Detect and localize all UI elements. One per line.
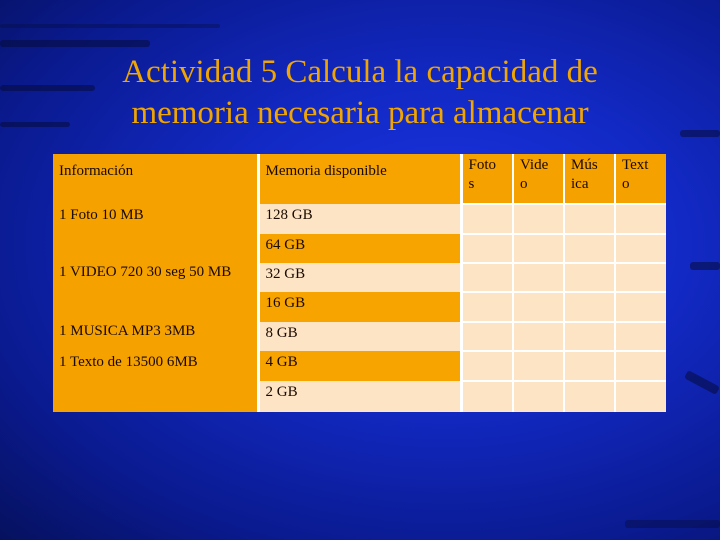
slide-title-line-1: Actividad 5 Calcula la capacidad de xyxy=(122,54,598,90)
result-cell[interactable] xyxy=(564,263,615,292)
header-info-label: Información xyxy=(59,163,134,179)
result-cell[interactable] xyxy=(461,263,513,292)
result-cell[interactable] xyxy=(615,263,666,292)
result-cell[interactable] xyxy=(461,204,513,234)
result-cell[interactable] xyxy=(461,234,513,263)
info-texto-text: 1 Texto de 13500 6MB xyxy=(59,354,198,370)
memory-value: 16 GB xyxy=(265,295,306,311)
info-cell-video xyxy=(53,263,258,322)
header-video-cell xyxy=(513,154,564,204)
header-video-line1: Vide xyxy=(520,157,549,173)
memory-cell xyxy=(258,204,461,234)
memory-cell xyxy=(258,381,461,412)
result-cell[interactable] xyxy=(615,381,666,412)
info-cell-texto xyxy=(53,351,258,412)
activity-table xyxy=(53,154,666,412)
info-video-text: 1 VIDEO 720 30 seg 50 MB xyxy=(59,264,232,280)
result-cell[interactable] xyxy=(564,322,615,351)
result-cell[interactable] xyxy=(564,234,615,263)
background-streak xyxy=(684,370,720,395)
memory-cell xyxy=(258,322,461,351)
result-cell[interactable] xyxy=(513,292,564,322)
result-cell[interactable] xyxy=(461,322,513,351)
header-fotos-cell xyxy=(461,154,513,204)
memory-cell xyxy=(258,292,461,322)
background-streak xyxy=(625,520,720,528)
header-texto-line1: Text xyxy=(622,157,649,173)
background-streak xyxy=(0,40,150,47)
memory-value: 2 GB xyxy=(265,384,298,400)
result-cell[interactable] xyxy=(513,322,564,351)
info-foto-text: 1 Foto 10 MB xyxy=(59,207,144,223)
header-memory-label: Memoria disponible xyxy=(265,163,387,179)
header-texto-cell xyxy=(615,154,666,204)
header-fotos-line2: s xyxy=(468,176,475,192)
header-musica-line2: ica xyxy=(571,176,589,192)
result-cell[interactable] xyxy=(615,292,666,322)
result-cell[interactable] xyxy=(564,204,615,234)
result-cell[interactable] xyxy=(615,322,666,351)
header-musica-cell xyxy=(564,154,615,204)
result-cell[interactable] xyxy=(513,381,564,412)
header-musica-line1: Mús xyxy=(571,157,598,173)
header-texto-line2: o xyxy=(622,176,630,192)
memory-value: 4 GB xyxy=(265,354,298,370)
background-streak xyxy=(690,262,720,270)
result-cell[interactable] xyxy=(564,381,615,412)
memory-value: 8 GB xyxy=(265,325,298,341)
result-cell[interactable] xyxy=(615,204,666,234)
background-streak xyxy=(0,24,220,28)
result-cell[interactable] xyxy=(513,263,564,292)
header-fotos-line1: Foto xyxy=(468,157,497,173)
header-video-line2: o xyxy=(520,176,528,192)
result-cell[interactable] xyxy=(461,351,513,381)
memory-value: 128 GB xyxy=(265,207,313,223)
header-memory-cell xyxy=(258,154,461,204)
result-cell[interactable] xyxy=(615,351,666,381)
memory-cell xyxy=(258,234,461,263)
memory-cell xyxy=(258,263,461,292)
memory-value: 32 GB xyxy=(265,266,306,282)
header-info-cell xyxy=(53,154,258,204)
result-cell[interactable] xyxy=(461,381,513,412)
memory-value: 64 GB xyxy=(265,237,306,253)
info-cell-musica xyxy=(53,322,258,351)
info-cell-foto xyxy=(53,204,258,263)
slide-title-line-2: memoria necesaria para almacenar xyxy=(131,95,589,131)
result-cell[interactable] xyxy=(615,234,666,263)
result-cell[interactable] xyxy=(513,351,564,381)
info-musica-text: 1 MUSICA MP3 3MB xyxy=(59,323,196,339)
result-cell[interactable] xyxy=(564,292,615,322)
result-cell[interactable] xyxy=(564,351,615,381)
result-cell[interactable] xyxy=(461,292,513,322)
result-cell[interactable] xyxy=(513,204,564,234)
slide-title xyxy=(0,52,720,134)
result-cell[interactable] xyxy=(513,234,564,263)
memory-cell xyxy=(258,351,461,381)
